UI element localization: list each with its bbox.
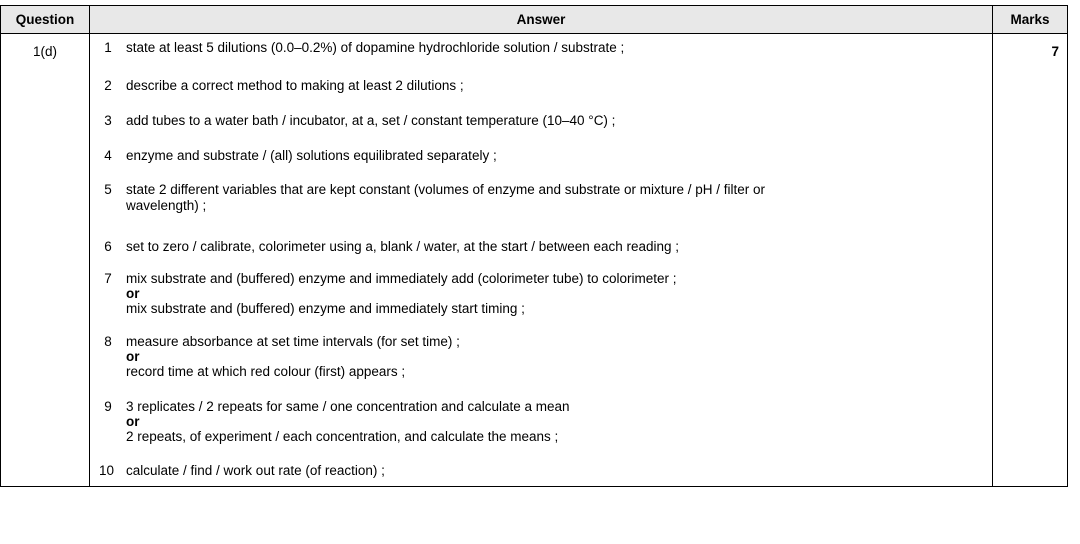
answer-header: Answer bbox=[90, 6, 993, 34]
marking-point bbox=[90, 266, 992, 326]
answer-cell bbox=[90, 34, 993, 487]
question-header: Question bbox=[1, 6, 90, 34]
alternative-text: record time at which red colour (first) appears ; bbox=[126, 364, 406, 379]
or-label: or bbox=[126, 414, 140, 429]
marks-value: 7 bbox=[993, 34, 1068, 487]
point-number: 10 bbox=[99, 463, 115, 478]
or-label: or bbox=[126, 349, 140, 364]
marks-header: Marks bbox=[993, 6, 1068, 34]
point-text: describe a correct method to making at least 2 dilutions ; bbox=[126, 78, 464, 93]
marking-point bbox=[90, 229, 992, 266]
point-text: state at least 5 dilutions (0.0–0.2%) of dopamine hydrochloride solution / substrate ; bbox=[126, 40, 625, 55]
marking-point bbox=[90, 34, 992, 72]
point-text: add tubes to a water bath / incubator, at a, set / constant temperature (10–40 °C) ; bbox=[126, 113, 616, 128]
point-text-continued: wavelength) ; bbox=[126, 198, 207, 213]
marking-point bbox=[90, 456, 992, 486]
point-text: state 2 different variables that are kept constant (volumes of enzyme and substrate or mixture / pH / filter or bbox=[126, 182, 766, 197]
answer-row bbox=[1, 34, 1068, 487]
marking-point bbox=[90, 391, 992, 456]
marking-point bbox=[90, 108, 992, 144]
marking-point bbox=[90, 326, 992, 391]
point-number: 3 bbox=[104, 113, 112, 128]
point-number: 1 bbox=[104, 40, 112, 55]
header-row bbox=[1, 6, 1068, 34]
point-text: mix substrate and (buffered) enzyme and immediately add (colorimeter tube) to colorimeter ; bbox=[126, 271, 677, 286]
point-number: 2 bbox=[104, 78, 112, 93]
marking-point bbox=[90, 144, 992, 179]
point-text: 3 replicates / 2 repeats for same / one concentration and calculate a mean bbox=[126, 399, 570, 414]
question-number: 1(d) bbox=[1, 34, 90, 487]
point-text: calculate / find / work out rate (of reaction) ; bbox=[126, 463, 385, 478]
marking-point bbox=[90, 179, 992, 229]
point-number: 4 bbox=[104, 148, 112, 163]
point-text: enzyme and substrate / (all) solutions equilibrated separately ; bbox=[126, 148, 497, 163]
point-text: measure absorbance at set time intervals (for set time) ; bbox=[126, 334, 460, 349]
mark-scheme-table bbox=[0, 5, 1068, 487]
point-text: set to zero / calibrate, colorimeter using a, blank / water, at the start / between each reading ; bbox=[126, 239, 680, 254]
alternative-text: 2 repeats, of experiment / each concentration, and calculate the means ; bbox=[126, 429, 559, 444]
point-number: 7 bbox=[104, 271, 112, 286]
or-label: or bbox=[126, 286, 140, 301]
alternative-text: mix substrate and (buffered) enzyme and immediately start timing ; bbox=[126, 301, 525, 316]
point-number: 6 bbox=[104, 239, 112, 254]
point-number: 9 bbox=[104, 399, 112, 414]
point-number: 8 bbox=[104, 334, 112, 349]
point-number: 5 bbox=[104, 182, 112, 197]
marking-point bbox=[90, 72, 992, 108]
